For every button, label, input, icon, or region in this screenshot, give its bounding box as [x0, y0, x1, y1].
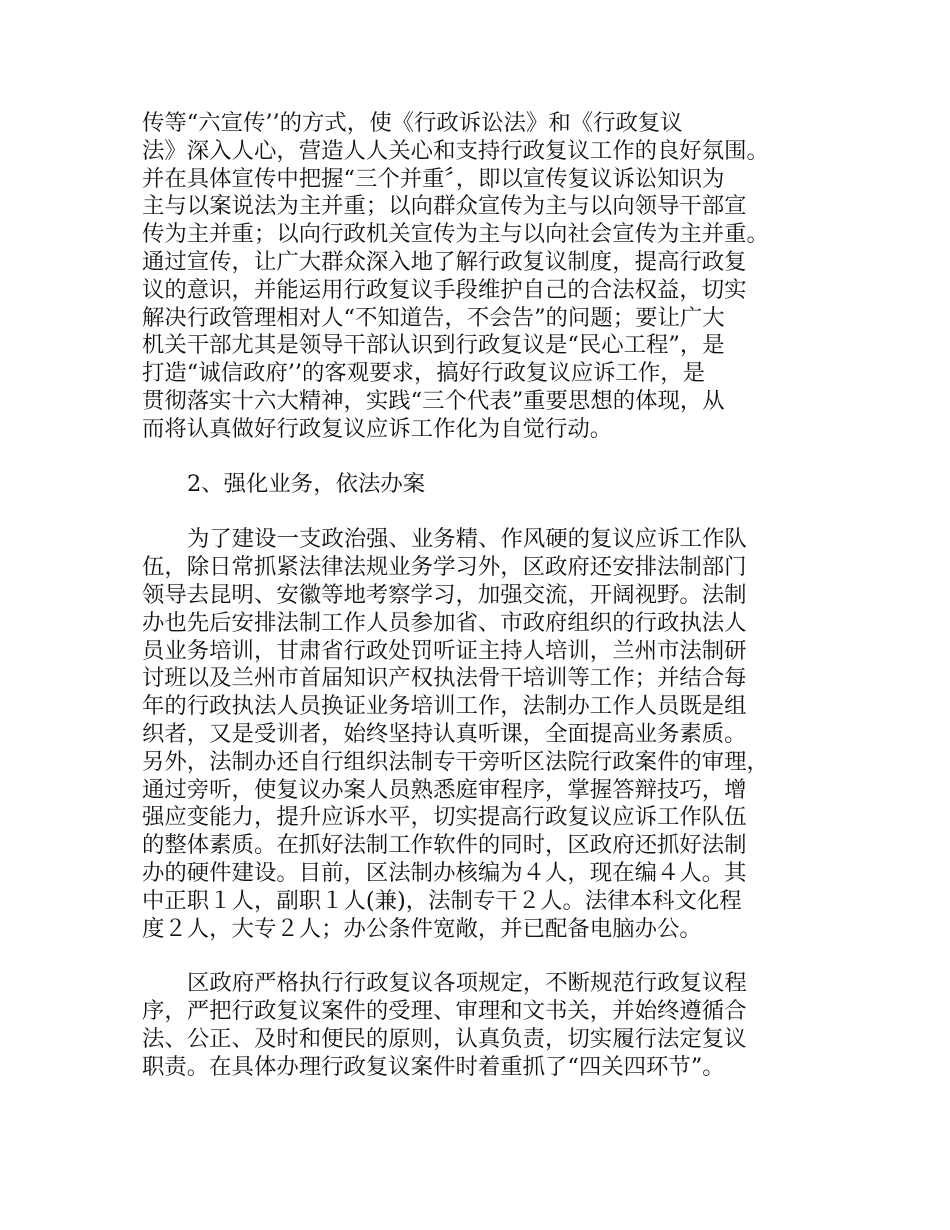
document-page: [142, 110, 814, 1082]
paragraph-training: 为了建设一支政治强、业务精、作风硬的复议应诉工作队 伍，除日常抓紧法律法规业务学习外，区政府还安排法制部门 领导去昆明、安徽等地考察学习，加强交流，开阔视野。法制 办也先后安排法制工作人员参加省、市政府组织的行政执法人 员业务培训，甘肃省行政处罚听证主持人培训，兰州市法制研 讨班以及兰州市首届知识产权执法骨干培训等工作；并结合每 年的行政执法人员换证业务培训工作，法制办工作人员既是组 织者，又是受训者，始终坚持认真听课，全面提高业务素质。 另外，法制办还自行组织法制专干旁听区法院行政案件的审理， 通过旁听，使复议办案人员熟悉庭审程序，掌握答辩技巧，增 强应变能力，提升应诉水平，切实提高行政复议应诉工作队伍 的整体素质。在抓好法制工作软件的同时，区政府还抓好法制 办的硬件建设。目前，区法制办核编为４人，现在编４人。其 中正职１人，副职１人(兼)，法制专干２人。法律本科文化程 度２人，大专２人；办公条件宽敞，并已配备电脑办公。: [142, 526, 769, 942]
paragraph-procedure: 区政府严格执行行政复议各项规定，不断规范行政复议程 序，严把行政复议案件的受理、审理和文书关，并始终遵循合 法、公正、及时和便民的原则，认真负责，切实履行法定复议 职责。在具体办理行政复议案件时着重抓了“四关四环节”。: [142, 970, 747, 1080]
paragraph-publicity: 传等“六宣传’’的方式，使《行政诉讼法》和《行政复议 法》深入人心，营造人人关心和支持行政复议工作的良好氛围。 并在具体宣传中把握“三个并重〞，即以宣传复议诉讼知识为 主与以案说法为主并重；以向群众宣传为主与以向领导干部宣 传为主并重；以向行政机关宣传为主与以向社会宣传为主并重。 通过宣传，让广大群众深入地了解行政复议制度，提高行政复 议的意识，并能运用行政复议手段维护自己的合法权益，切实 解决行政管理相对人“不知道告，不会告”的问题；要让广大 机关干部尤其是领导干部认识到行政复议是“民心工程”，是 打造“诚信政府’’的客观要求，搞好行政复议应诉工作，是 贯彻落实十六大精神，实践“三个代表”重要思想的体现，从 而将认真做好行政复议应诉工作化为自觉行动。: [142, 110, 769, 442]
section-heading: 2、强化业务，依法办案: [187, 470, 426, 497]
